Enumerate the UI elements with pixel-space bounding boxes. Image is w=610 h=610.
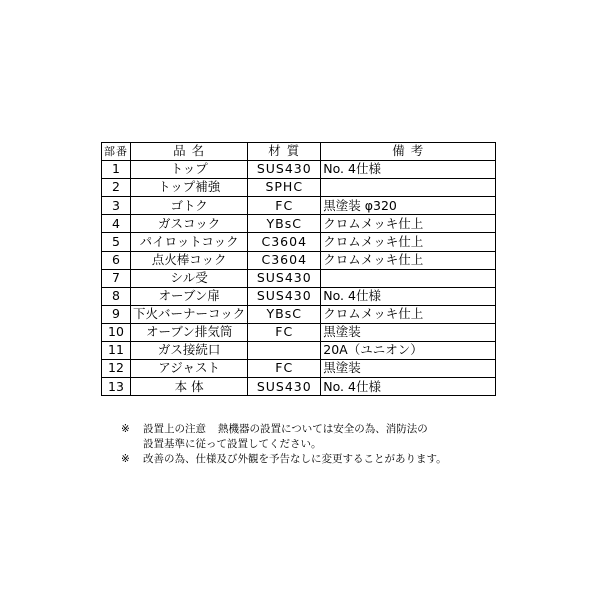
part-name-cell: オーブン排気筒 [131,323,248,341]
table-row [102,179,496,197]
material-cell: FC [248,360,321,378]
remarks-cell: 20A（ユニオン） [321,342,496,360]
header-part-name: 品 名 [131,143,248,161]
remarks-cell: 黒塗装 [321,323,496,341]
part-name-cell: トップ [131,161,248,179]
material-cell [248,342,321,360]
remarks-cell: 黒塗装 φ320 [321,197,496,215]
remarks-cell: No. 4仕様 [321,161,496,179]
part-name-cell: シル受 [131,269,248,287]
part-name-cell: トップ補強 [131,179,248,197]
note-2-text: 改善の為、仕様及び外観を予告なしに変更することがあります。 [143,453,447,465]
parts-table [101,142,496,396]
part-name-cell: 本 体 [131,378,248,396]
part-name-cell: アジャスト [131,360,248,378]
table-row [102,215,496,233]
note-1-cont-text: 設置基準に従って設置してください。 [143,438,322,450]
note-1-continuation [121,437,447,452]
part-number-cell: 6 [102,251,131,269]
note-2 [121,452,447,467]
note-1-label: 設置上の注意 [143,423,206,435]
header-material: 材 質 [248,143,321,161]
part-name-cell: オーブン扉 [131,287,248,305]
part-number-cell: 11 [102,342,131,360]
note-1 [121,422,447,437]
material-cell: SPHC [248,179,321,197]
part-name-cell: 点火棒コック [131,251,248,269]
material-cell: SUS430 [248,161,321,179]
header-part-number: 部番 [102,143,131,161]
remarks-cell [321,269,496,287]
table-row [102,342,496,360]
part-number-cell: 2 [102,179,131,197]
material-cell: SUS430 [248,287,321,305]
material-cell: YBsC [248,215,321,233]
table-row [102,251,496,269]
header-remarks: 備 考 [321,143,496,161]
remarks-cell: No. 4仕様 [321,378,496,396]
material-cell: SUS430 [248,269,321,287]
table-row [102,305,496,323]
remarks-cell: クロムメッキ仕上 [321,233,496,251]
part-number-cell: 4 [102,215,131,233]
material-cell: FC [248,323,321,341]
table-row [102,233,496,251]
part-number-cell: 13 [102,378,131,396]
material-cell: C3604 [248,251,321,269]
table-row [102,360,496,378]
part-name-cell: ガス接続口 [131,342,248,360]
part-number-cell: 8 [102,287,131,305]
material-cell: YBsC [248,305,321,323]
part-number-cell: 12 [102,360,131,378]
part-name-cell: ゴトク [131,197,248,215]
table-row [102,161,496,179]
notes-section [121,422,447,467]
remarks-cell: クロムメッキ仕上 [321,305,496,323]
part-name-cell: ガスコック [131,215,248,233]
remarks-cell: 黒塗装 [321,360,496,378]
remarks-cell: No. 4仕様 [321,287,496,305]
part-name-cell: パイロットコック [131,233,248,251]
note-mark: ※ [121,453,130,465]
part-number-cell: 10 [102,323,131,341]
table-row [102,323,496,341]
remarks-cell: クロムメッキ仕上 [321,251,496,269]
remarks-cell [321,179,496,197]
remarks-cell: クロムメッキ仕上 [321,215,496,233]
material-cell: FC [248,197,321,215]
note-1-text: 熱機器の設置については安全の為、消防法の [218,423,428,435]
part-number-cell: 7 [102,269,131,287]
material-cell: SUS430 [248,378,321,396]
table-row [102,287,496,305]
note-mark: ※ [121,423,130,435]
table-row [102,197,496,215]
part-number-cell: 5 [102,233,131,251]
part-number-cell: 9 [102,305,131,323]
table-header-row [102,143,496,161]
part-number-cell: 1 [102,161,131,179]
part-name-cell: 下火バーナーコック [131,305,248,323]
table-row [102,378,496,396]
table-row [102,269,496,287]
material-cell: C3604 [248,233,321,251]
part-number-cell: 3 [102,197,131,215]
